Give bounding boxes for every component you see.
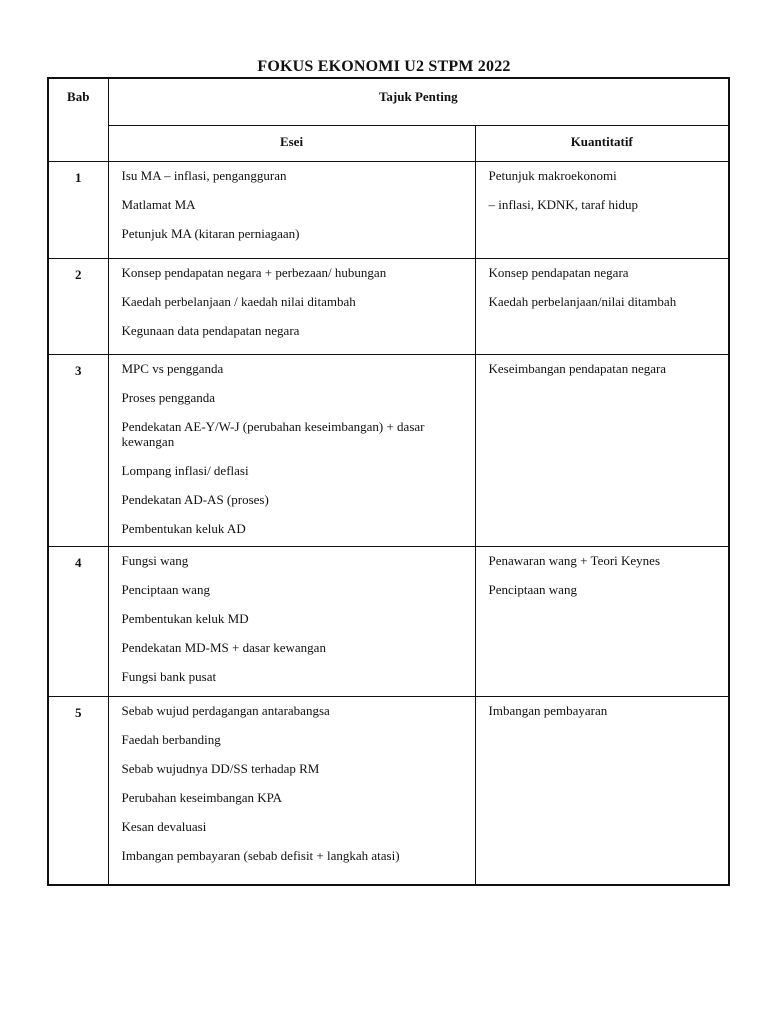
esei-topic: Pembentukan keluk AD <box>121 521 246 536</box>
esei-topic: Konsep pendapatan negara + perbezaan/ hubungan <box>121 265 387 280</box>
kuantitatif-cell <box>475 162 729 259</box>
kuantitatif-topic: Keseimbangan pendapatan negara <box>488 361 667 376</box>
bab-number: 1 <box>48 162 108 259</box>
kuantitatif-topic: Konsep pendapatan negara <box>488 265 629 280</box>
table-row <box>48 162 729 259</box>
esei-topic: Penciptaan wang <box>121 582 210 597</box>
kuantitatif-cell <box>475 547 729 697</box>
esei-topic: Petunjuk MA (kitaran perniagaan) <box>121 226 300 241</box>
kuantitatif-topic: Imbangan pembayaran <box>488 703 608 718</box>
header-tajuk-penting: Tajuk Penting <box>108 78 729 125</box>
esei-topic: Pendekatan AE-Y/W-J (perubahan keseimbangan) + dasar kewangan <box>121 419 425 449</box>
esei-topic: Kesan devaluasi <box>121 819 207 834</box>
esei-topic: Lompang inflasi/ deflasi <box>121 463 249 478</box>
table-row <box>48 355 729 547</box>
kuantitatif-cell <box>475 355 729 547</box>
bab-number: 2 <box>48 259 108 355</box>
esei-topic: Pendekatan AD-AS (proses) <box>121 492 269 507</box>
kuantitatif-topic: Kaedah perbelanjaan/nilai ditambah <box>488 294 677 309</box>
esei-cell <box>108 547 475 697</box>
esei-topic: Sebab wujudnya DD/SS terhadap RM <box>121 761 320 776</box>
esei-topic: Sebab wujud perdagangan antarabangsa <box>121 703 330 718</box>
esei-topic: Pembentukan keluk MD <box>121 611 249 626</box>
esei-topic: Kegunaan data pendapatan negara <box>121 323 300 338</box>
bab-number: 3 <box>48 355 108 547</box>
esei-topic: Perubahan keseimbangan KPA <box>121 790 283 805</box>
esei-cell <box>108 355 475 547</box>
table-row <box>48 547 729 697</box>
table-row <box>48 259 729 355</box>
bab-number: 4 <box>48 547 108 697</box>
esei-topic: Kaedah perbelanjaan / kaedah nilai ditambah <box>121 294 356 309</box>
table-row <box>48 697 729 885</box>
table-body <box>48 162 729 885</box>
kuantitatif-topic: Penawaran wang + Teori Keynes <box>488 553 661 568</box>
esei-topic: Matlamat MA <box>121 197 196 212</box>
esei-topic: MPC vs pengganda <box>121 361 224 376</box>
header-row-top <box>48 78 729 125</box>
esei-topic: Imbangan pembayaran (sebab defisit + langkah atasi) <box>121 848 400 863</box>
esei-cell <box>108 259 475 355</box>
kuantitatif-topic: Petunjuk makroekonomi <box>488 168 617 183</box>
kuantitatif-topic: Penciptaan wang <box>488 582 577 597</box>
kuantitatif-cell <box>475 697 729 885</box>
esei-topic: Isu MA – inflasi, pengangguran <box>121 168 287 183</box>
header-bab: Bab <box>48 78 108 162</box>
header-esei: Esei <box>108 125 475 161</box>
bab-number: 5 <box>48 697 108 885</box>
esei-topic: Fungsi bank pusat <box>121 669 217 684</box>
esei-topic: Faedah berbanding <box>121 732 221 747</box>
esei-topic: Pendekatan MD-MS + dasar kewangan <box>121 640 326 655</box>
header-kuantitatif: Kuantitatif <box>475 125 729 161</box>
focus-table <box>47 77 730 886</box>
esei-cell <box>108 162 475 259</box>
esei-topic: Proses pengganda <box>121 390 216 405</box>
esei-topic: Fungsi wang <box>121 553 189 568</box>
kuantitatif-cell <box>475 259 729 355</box>
header-row-sub <box>48 125 729 161</box>
esei-cell <box>108 697 475 885</box>
kuantitatif-topic: – inflasi, KDNK, taraf hidup <box>488 197 638 212</box>
page-title: FOKUS EKONOMI U2 STPM 2022 <box>257 58 511 75</box>
